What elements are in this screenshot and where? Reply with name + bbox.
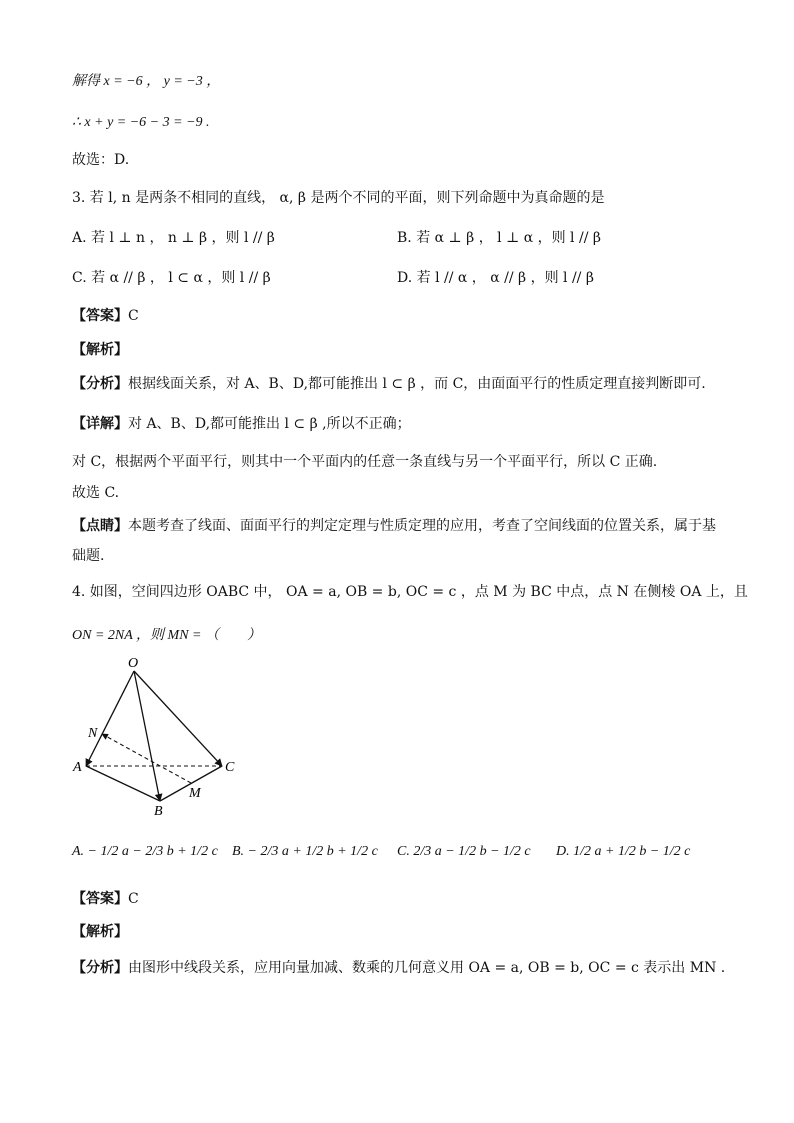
answer-tag: 【答案】 <box>72 308 128 324</box>
xiangjie-tag: 【详解】 <box>72 416 128 432</box>
tetrahedron-figure <box>70 655 250 820</box>
label-m: M <box>189 786 201 801</box>
q3-option-a: A. 若 l ⊥ n ， n ⊥ β ，则 l // β <box>72 230 275 246</box>
label-b: B <box>154 804 163 819</box>
q4-option-c: C. 2/3 a − 1/2 b − 1/2 c <box>397 844 531 859</box>
q4-answer <box>72 889 139 909</box>
question-4: 4. 如图，空间四边形 OABC 中， OA = a, OB = b, OC = c ，点 M 为 BC 中点，点 N 在侧棱 OA 上，且 <box>72 584 748 600</box>
q3-option-d: D. 若 l // α ， α // β ，则 l // β <box>397 270 594 286</box>
question-3: 3. 若 l, n 是两条不相同的直线， α, β 是两个不同的平面，则下列命题中为真命题的是 <box>72 190 605 206</box>
q4-option-d: D. 1/2 a + 1/2 b − 1/2 c <box>556 844 691 859</box>
solution-line-1: 解得 x = −6 ， y = −3 ， <box>72 74 221 89</box>
solution-line-3: 故选：D. <box>72 152 130 168</box>
q4-fenxi <box>72 958 725 978</box>
fenxi-text: 根据线面关系，对 A、B、D,都可能推出 l ⊂ β ，而 C，由面面平行的性质定理直接判断即可. <box>128 376 706 392</box>
q3-xiangjie <box>72 414 411 434</box>
q4-jiexi: 【解析】 <box>72 924 128 940</box>
label-o: O <box>128 656 139 671</box>
edge-ob <box>134 671 160 801</box>
q3-fenxi <box>72 374 706 394</box>
edge-oa <box>86 671 134 766</box>
edge-oc <box>134 671 222 766</box>
label-c: C <box>225 760 235 775</box>
q3-option-b: B. 若 α ⊥ β ， l ⊥ α ，则 l // β <box>397 230 601 246</box>
label-n: N <box>88 726 98 741</box>
q3-guxuan: 故选 C. <box>72 485 120 501</box>
fenxi-tag: 【分析】 <box>72 376 128 392</box>
q4-option-a: A. − 1/2 a − 2/3 b + 1/2 c <box>72 844 218 859</box>
dianjing-tag: 【点睛】 <box>72 518 128 534</box>
fenxi-tag: 【分析】 <box>72 960 128 976</box>
vector-mn-dashed <box>102 734 191 783</box>
answer-tag: 【答案】 <box>72 891 128 907</box>
q3-dianjing <box>72 516 716 536</box>
answer-value: C <box>128 308 139 324</box>
q3-xiangjie-2: 对 C，根据两个平面平行，则其中一个平面内的任意一条直线与另一个平面平行，所以 C 正确. <box>72 454 658 470</box>
q3-jiexi: 【解析】 <box>72 342 128 358</box>
edge-ab <box>86 766 160 801</box>
label-a: A <box>73 760 82 775</box>
solution-line-2: ∴ x + y = −6 − 3 = −9 . <box>72 115 210 130</box>
q4-option-b: B. − 2/3 a + 1/2 b + 1/2 c <box>232 844 378 859</box>
dianjing-text: 本题考查了线面、面面平行的判定定理与性质定理的应用，考查了空间线面的位置关系，属于基 <box>128 518 716 534</box>
q3-option-c: C. 若 α // β ， l ⊂ α ，则 l // β <box>72 270 271 286</box>
question-4-line-2: ON = 2NA ，则 MN = （ ） <box>72 628 261 643</box>
answer-value: C <box>128 891 139 907</box>
q3-answer <box>72 306 139 326</box>
fenxi-text: 由图形中线段关系，应用向量加减、数乘的几何意义用 OA = a, OB = b, OC = c 表示出 MN . <box>128 960 726 976</box>
xiangjie-text: 对 A、B、D,都可能推出 l ⊂ β ,所以不正确； <box>128 416 411 432</box>
q3-dianjing-2: 础题. <box>72 548 105 564</box>
